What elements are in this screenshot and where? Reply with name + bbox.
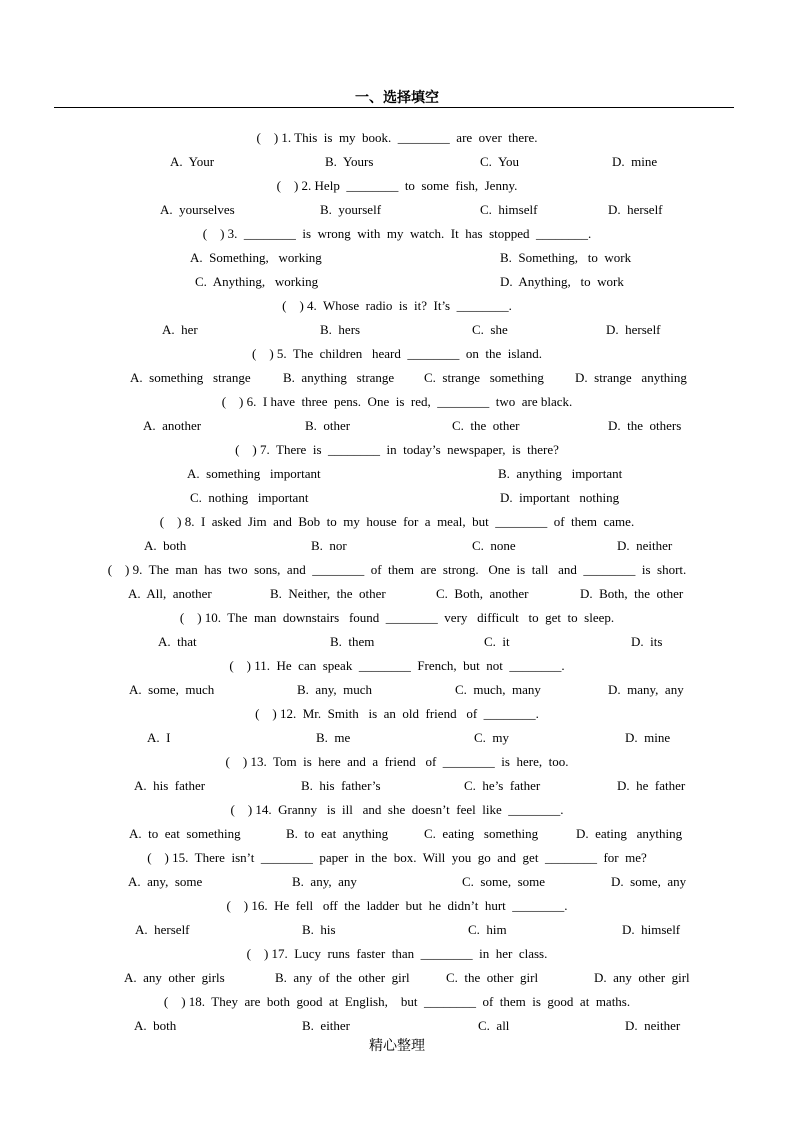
question-text: ( ) 12. Mr. Smith is an old friend of ________. <box>255 706 539 721</box>
answer-option: B. his <box>302 922 336 937</box>
answer-option: D. mine <box>625 730 671 745</box>
answer-option: B. other <box>305 418 351 433</box>
answer-option: C. the other girl <box>446 970 539 985</box>
page-footer: 精心整理 <box>369 1038 425 1054</box>
answer-option: D. mine <box>612 154 658 169</box>
answer-option: A. something important <box>187 466 321 481</box>
answer-option: A. his father <box>134 778 206 793</box>
answer-option: B. either <box>302 1018 351 1033</box>
answer-option: C. You <box>480 154 520 169</box>
answer-option: B. any, much <box>297 682 372 697</box>
answer-option: C. all <box>478 1018 510 1033</box>
title-underline <box>54 107 734 108</box>
question-text: ( ) 17. Lucy runs faster than ________ in her class. <box>246 946 548 961</box>
answer-option: C. my <box>474 730 510 745</box>
answer-option: D. the others <box>608 418 682 433</box>
answer-option: B. his father’s <box>301 778 381 793</box>
answer-option: D. some, any <box>611 874 687 889</box>
answer-option: D. strange anything <box>575 370 687 385</box>
answer-option: B. any, any <box>292 874 357 889</box>
answer-option: C. himself <box>480 202 538 217</box>
answer-option: D. herself <box>606 322 661 337</box>
answer-option: A. her <box>162 322 198 337</box>
answer-option: C. him <box>468 922 507 937</box>
answer-option: D. Anything, to work <box>500 274 624 289</box>
question-text: ( ) 8. I asked Jim and Bob to my house for a meal, but ________ of them came. <box>159 514 635 529</box>
answer-option: B. nor <box>311 538 347 553</box>
answer-option: C. some, some <box>462 874 546 889</box>
answer-option: A. All, another <box>128 586 212 601</box>
answer-option: D. himself <box>622 922 681 937</box>
answer-option: A. any other girls <box>124 970 225 985</box>
answer-option: B. Yours <box>325 154 374 169</box>
answer-option: C. she <box>472 322 508 337</box>
answer-option: B. any of the other girl <box>275 970 410 985</box>
question-text: ( ) 6. I have three pens. One is red, ________ two are black. <box>221 394 573 409</box>
question-text: ( ) 4. Whose radio is it? It’s ________. <box>282 298 512 313</box>
answer-option: D. many, any <box>608 682 684 697</box>
answer-option: D. any other girl <box>594 970 690 985</box>
question-text: ( ) 15. There isn’t ________ paper in the box. Will you go and get ________ for me? <box>147 850 647 865</box>
answer-option: B. yourself <box>320 202 382 217</box>
answer-option: A. yourselves <box>160 202 235 217</box>
answer-option: C. strange something <box>424 370 544 385</box>
answer-option: B. Neither, the other <box>270 586 386 601</box>
question-text: ( ) 3. ________ is wrong with my watch. It has stopped ________. <box>202 226 592 241</box>
question-text: ( ) 7. There is ________ in today’s newspaper, is there? <box>235 442 559 457</box>
answer-option: D. herself <box>608 202 663 217</box>
answer-option: B. Something, to work <box>500 250 632 265</box>
question-text: ( ) 10. The man downstairs found ________ very difficult to get to sleep. <box>179 610 615 625</box>
answer-option: C. much, many <box>455 682 541 697</box>
question-text: ( ) 2. Help ________ to some fish, Jenny. <box>276 178 518 193</box>
answer-option: D. neither <box>617 538 673 553</box>
answer-option: A. herself <box>135 922 190 937</box>
answer-option: C. it <box>484 634 510 649</box>
answer-option: A. to eat something <box>129 826 241 841</box>
answer-option: D. Both, the other <box>580 586 684 601</box>
answer-option: B. them <box>330 634 375 649</box>
answer-option: A. something strange <box>130 370 251 385</box>
answer-option: D. he father <box>617 778 686 793</box>
answer-option: C. eating something <box>424 826 539 841</box>
question-text: ( ) 9. The man has two sons, and ________ of them are strong. One is tall and ________ is short. <box>107 562 687 577</box>
answer-option: B. anything important <box>498 466 623 481</box>
answer-option: D. important nothing <box>500 490 620 505</box>
answer-option: C. he’s father <box>464 778 541 793</box>
question-text: ( ) 11. He can speak ________ French, but not ________. <box>229 658 565 673</box>
answer-option: C. none <box>472 538 516 553</box>
answer-option: A. both <box>134 1018 177 1033</box>
answer-option: A. Your <box>170 154 215 169</box>
question-text: ( ) 5. The children heard ________ on the island. <box>251 346 543 361</box>
answer-option: D. neither <box>625 1018 681 1033</box>
answer-option: C. Both, another <box>436 586 529 601</box>
answer-option: A. both <box>144 538 187 553</box>
answer-option: B. to eat anything <box>286 826 389 841</box>
question-text: ( ) 1. This is my book. ________ are over there. <box>256 130 538 145</box>
answer-option: A. another <box>143 418 202 433</box>
answer-option: A. Something, working <box>190 250 322 265</box>
question-text: ( ) 16. He fell off the ladder but he didn’t hurt ________. <box>226 898 568 913</box>
answer-option: A. any, some <box>128 874 203 889</box>
answer-option: C. nothing important <box>190 490 309 505</box>
answer-option: D. its <box>631 634 663 649</box>
question-text: ( ) 13. Tom is here and a friend of ________ is here, too. <box>225 754 569 769</box>
answer-option: C. Anything, working <box>195 274 319 289</box>
answer-option: D. eating anything <box>576 826 683 841</box>
answer-option: A. I <box>147 730 171 745</box>
answer-option: C. the other <box>452 418 520 433</box>
question-text: ( ) 14. Granny is ill and she doesn’t feel like ________. <box>230 802 564 817</box>
section-title: 一、选择填空 <box>355 90 439 106</box>
answer-option: A. that <box>158 634 197 649</box>
answer-option: A. some, much <box>129 682 215 697</box>
answer-option: B. anything strange <box>283 370 395 385</box>
question-text: ( ) 18. They are both good at English, but ________ of them is good at maths. <box>163 994 631 1009</box>
answer-option: B. me <box>316 730 351 745</box>
answer-option: B. hers <box>320 322 361 337</box>
